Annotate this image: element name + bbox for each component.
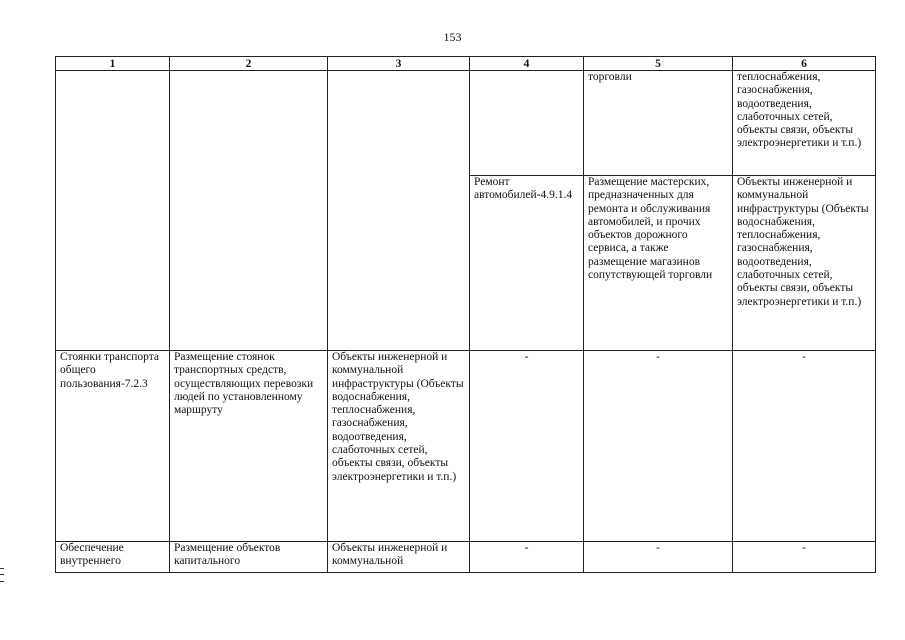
cell-conditional-use: - — [470, 351, 584, 542]
cell-main-use: Стоянки транспорта общего пользования-7.2.3 — [56, 351, 170, 542]
column-header-2: 2 — [170, 57, 328, 71]
cell-main-use — [56, 542, 170, 573]
column-header-6: 6 — [733, 57, 876, 71]
cell-conditional-description: - — [584, 351, 733, 542]
cell-conditional-auxiliary: теплоснабжения, газоснабжения, водоотведения, слаботочных сетей, объекты связи, объекты электроэнергетики и т.п.) — [733, 71, 876, 176]
column-header-5: 5 — [584, 57, 733, 71]
column-header-1: 1 — [56, 57, 170, 71]
cell-main-auxiliary — [328, 71, 470, 351]
cell-text: - — [656, 542, 660, 554]
cell-conditional-auxiliary: Объекты инженерной и коммунальной инфраструктуры (Объекты водоснабжения, теплоснабжения, газоснабжения, водоотведения, слаботочных сетей, объекты связи, объекты электроэнергетики и т.п.) — [733, 176, 876, 351]
page-number: 153 — [443, 30, 462, 44]
cell-text: Объекты инженерной и коммунальной — [332, 542, 448, 567]
cell-main-auxiliary — [328, 542, 470, 573]
column-header-3: 3 — [328, 57, 470, 71]
zoning-table — [55, 56, 876, 573]
cell-conditional-description — [584, 542, 733, 573]
cell-text: - — [524, 542, 529, 554]
cell-main-description — [170, 542, 328, 573]
cell-text: - — [802, 542, 806, 554]
cell-conditional-use — [470, 542, 584, 573]
cell-conditional-description: Размещение мастерских, предназначенных для ремонта и обслуживания автомобилей, и прочих объектов дорожного сервиса, а также размещение магазинов сопутствующей торговли — [584, 176, 733, 351]
cell-main-use — [56, 71, 170, 351]
cell-conditional-auxiliary — [733, 542, 876, 573]
cell-conditional-description: торговли — [584, 71, 733, 176]
margin-mark — [0, 568, 4, 582]
cell-main-description: Размещение стоянок транспортных средств, осуществляющих перевозки людей по установленному маршруту — [170, 351, 328, 542]
table-row — [56, 542, 876, 573]
column-header-4: 4 — [470, 57, 584, 71]
cell-text: Размещение объектов капитального — [174, 542, 281, 567]
cell-conditional-auxiliary: - — [733, 351, 876, 542]
cell-text: Обеспечение внутреннего — [60, 542, 124, 567]
cell-main-auxiliary: Объекты инженерной и коммунальной инфраструктуры (Объекты водоснабжения, теплоснабжения, газоснабжения, водоотведения, слаботочных сетей, объекты связи, объекты электроэнергетики и т.п.) — [328, 351, 470, 542]
table-row — [56, 71, 876, 176]
cell-conditional-use — [470, 71, 584, 176]
table-header-row — [56, 57, 876, 71]
cell-conditional-use: Ремонт автомобилей-4.9.1.4 — [470, 176, 584, 351]
cell-main-description — [170, 71, 328, 351]
table-row — [56, 351, 876, 542]
